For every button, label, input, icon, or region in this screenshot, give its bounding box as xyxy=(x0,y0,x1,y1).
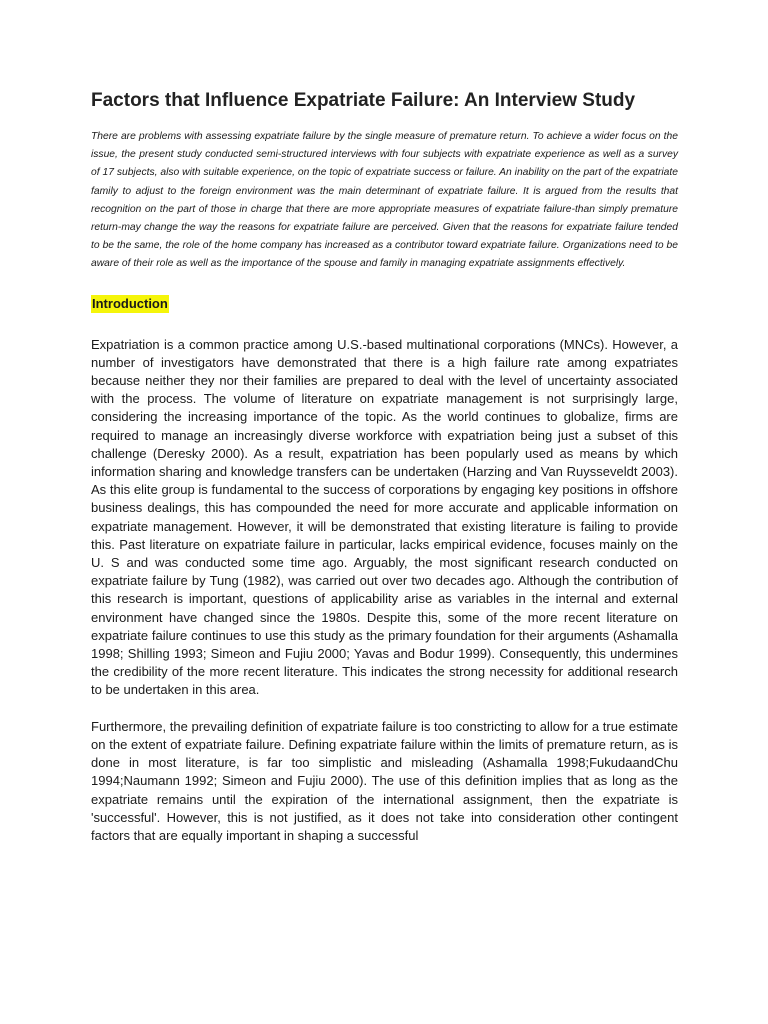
body-paragraph: Expatriation is a common practice among U.S.-based multinational corporations (MNCs). However, a number of investigators have demonstrated that there is a high failure rate among expatriates because neither they nor their families are prepared to deal with the level of uncertainty associated with the process. The volume of literature on expatriate management is not surprisingly large, considering the increasing importance of the topic. As the world continues to globalize, firms are required to manage an increasingly diverse workforce with expatriation being just a subset of this challenge (Deresky 2000). As a result, expatriation has been popularly used as means by which information sharing and knowledge transfers can be undertaken (Harzing and Van Ruysseveldt 2003). As this elite group is fundamental to the success of corporations by engaging key positions in offshore business dealings, this has compounded the need for more accurate and applicable information on expatriate management. However, it will be demonstrated that existing literature is failing to provide this. Past literature on expatriate failure in particular, lacks empirical evidence, focuses mainly on the U. S and was conducted some time ago. Arguably, the most significant research conducted on expatriate failure by Tung (1982), was carried out over two decades ago. Although the contribution of this research is important, questions of applicability arise as variables in the internal and external environment have changed since the 1980s. Despite this, some of the more recent literature on expatriate failure continues to use this study as the primary foundation for their arguments (Ashamalla 1998; Shilling 1993; Simeon and Fujiu 2000; Yavas and Bodur 1999). Consequently, this undermines the credibility of the more recent literature. This indicates the strong necessity for additional research to be undertaken in this area. xyxy=(91,336,678,698)
section-heading-container xyxy=(91,295,678,315)
abstract-paragraph: There are problems with assessing expatriate failure by the single measure of premature return. To achieve a wider focus on the issue, the present study conducted semi-structured interviews with four subjects with expatriate experience as well as a survey of 17 subjects, also with suitable experience, on the topic of expatriate success or failure. An inability on the part of the expatriate family to adjust to the foreign environment was the main determinant of expatriate failure. It is argued from the results that recognition on the part of those in charge that there are more appropriate measures of expatriate failure-than simply premature return-may change the way the reasons for expatriate failure are perceived. Given that the reasons for expatriate failure tended to be the same, the role of the home company has increased as a contributor toward expatriate failure. Organizations need to be aware of their role as well as the importance of the spouse and family in managing expatriate assignments effectively. xyxy=(91,131,678,270)
body-paragraph: Furthermore, the prevailing definition of expatriate failure is too constricting to allow for a true estimate on the extent of expatriate failure. Defining expatriate failure within the limits of premature return, as is done in most literature, is far too simplistic and misleading (Ashamalla 1998;FukudaandChu 1994;Naumann 1992; Simeon and Fujiu 2000). The use of this definition implies that as long as the expatriate remains until the expiration of the international assignment, then the expatriate is 'successful'. However, this is not justified, as it does not take into consideration other contingent factors that are equally important in shaping a successful xyxy=(91,718,678,843)
document-title: Factors that Influence Expatriate Failure: An Interview Study xyxy=(91,90,636,111)
document-page xyxy=(91,88,678,845)
section-heading-introduction: Introduction xyxy=(92,295,168,311)
